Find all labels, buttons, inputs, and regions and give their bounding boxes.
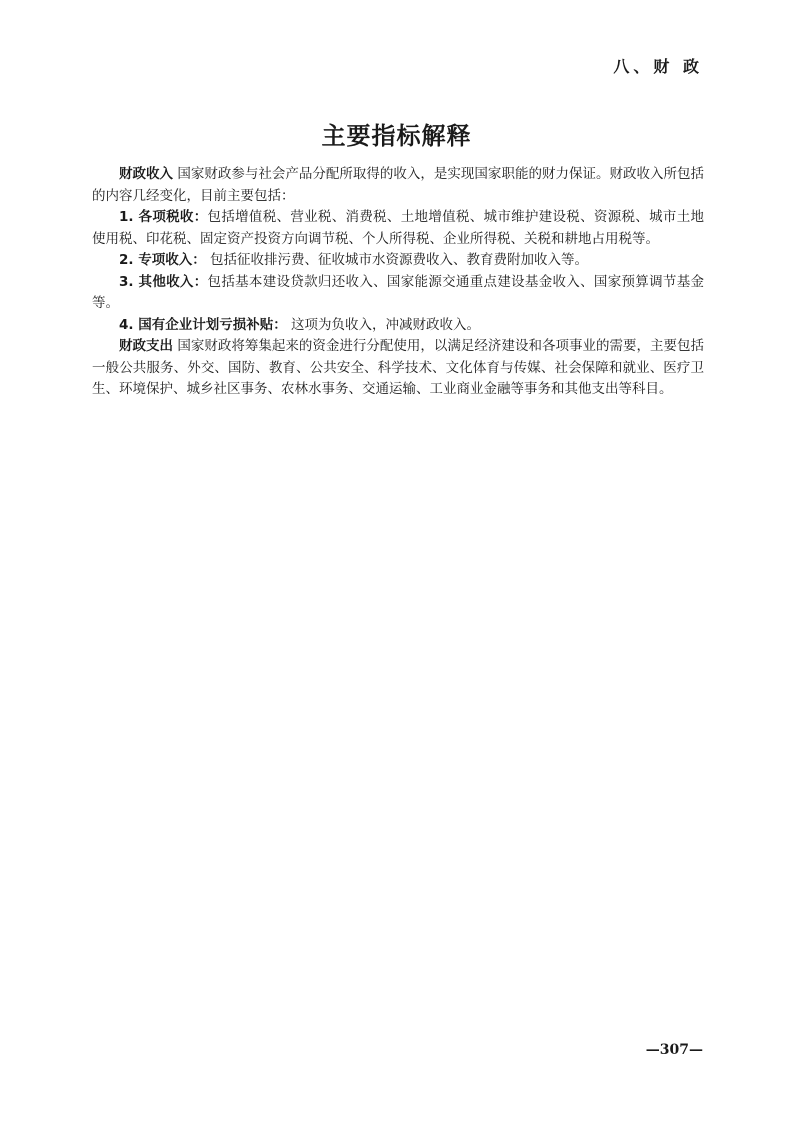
page-number: —307— [645,1042,703,1058]
paragraph-special-revenue [92,250,704,272]
term-fiscal-revenue: 财政收入 [119,166,174,182]
term-soe-subsidy: 4. 国有企业计划亏损补贴： [119,316,287,333]
definition-tax-revenue: 包括增值税、营业税、消费税、土地增值税、城市维护建设税、资源税、城市土地使用税、印花税、固定资产投资方向调节税、个人所得税、企业所得税、关税和耕地占用税等。 [92,209,705,247]
definition-special-revenue: 包括征收排污费、征收城市水资源费收入、教育费附加收入等。 [205,252,589,268]
definition-fiscal-revenue: 国家财政参与社会产品分配所取得的收入，是实现国家职能的财力保证。财政收入所包括的内容几经变化，目前主要包括： [92,166,705,204]
document-body [92,164,704,401]
term-tax-revenue: 1. 各项税收： [119,209,208,225]
paragraph-other-revenue [92,272,704,315]
section-header: 八、财 政 [613,57,703,76]
term-fiscal-expenditure: 财政支出 [119,338,174,354]
definition-fiscal-expenditure: 国家财政将筹集起来的资金进行分配使用，以满足经济建设和各项事业的需要，主要包括一般公共服务、外交、国防、教育、公共安全、科学技术、文化体育与传媒、社会保障和就业、医疗卫生、环境保护、城乡社区事务、农林水事务、交通运输、工业商业金融等事务和其他支出等科目。 [92,338,705,397]
term-special-revenue: 2. 专项收入： [119,252,206,268]
term-other-revenue: 3. 其他收入： [119,273,208,290]
paragraph-tax-revenue [92,207,704,250]
definition-soe-subsidy: 这项为负收入，冲减财政收入。 [286,316,481,333]
page-title: 主要指标解释 [321,122,472,150]
paragraph-fiscal-revenue [92,164,704,207]
paragraph-fiscal-expenditure [92,336,704,401]
definition-other-revenue: 包括基本建设贷款归还收入、国家能源交通重点建设基金收入、国家预算调节基金等。 [92,273,705,311]
paragraph-soe-subsidy [92,315,704,337]
